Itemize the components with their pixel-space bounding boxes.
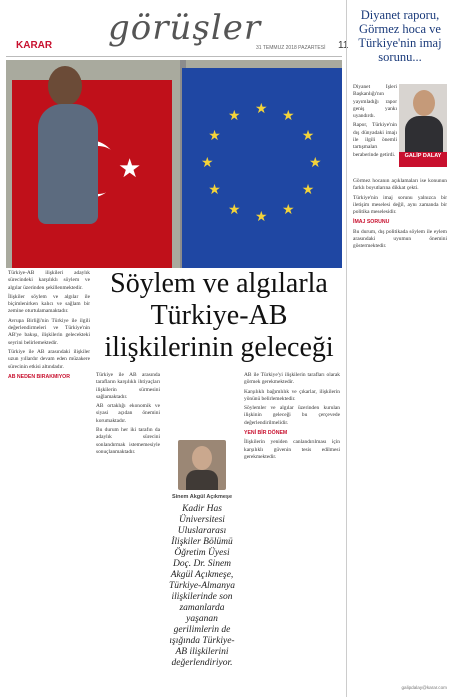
eu-flag xyxy=(182,68,342,268)
eu-star-icon: ★ xyxy=(301,183,315,198)
eu-star-icon: ★ xyxy=(282,109,295,125)
eu-star-icon: ★ xyxy=(201,156,214,171)
section-title: görüşler xyxy=(108,8,262,48)
author-photo xyxy=(178,440,226,490)
masthead xyxy=(6,6,349,57)
eu-star-icon: ★ xyxy=(255,102,268,117)
author-photo-head xyxy=(192,446,212,470)
columnist-email: galipdalay@karar.com xyxy=(401,685,447,690)
author-name: Sinem Akgül Açıkmeşe xyxy=(171,494,233,500)
dateline: 31 TEMMUZ 2018 PAZARTESİ xyxy=(256,45,326,51)
paragraph: Karşılıklı bağımlılık ve çıkarlar, ilişkilerin yönünü belirlemektedir. xyxy=(244,388,340,402)
star-icon: ★ xyxy=(118,154,142,183)
lead-photo xyxy=(6,60,342,268)
paragraph: Söylemler ve algılar üzerinden kurulan ilişkinin geleceği bu çerçevede değerlendirilmelidir. xyxy=(244,405,340,426)
subheading: AB NEDEN BIRAKMIYOR xyxy=(8,373,70,380)
paragraph: Türkiye'nin imaj sorunu yalnızca bir iletişim meselesi değil, aynı zamanda bir politika meselesidir. xyxy=(353,194,447,216)
paragraph: Bu durum her iki tarafın da adaylık sürecini sonlandırmak istememesiyle sonuçlanmaktadır. xyxy=(96,427,160,455)
paragraph: Türkiye-AB ilişkileri adaylık sürecindeki karşılıklı söylem ve algılar üzerinden şekillenmektedir. xyxy=(8,270,90,291)
eu-star-icon: ★ xyxy=(282,202,295,218)
paragraph: Rapor, Türkiye'nin dış dünyadaki imajı ile ilgili önemli tartışmaları beraberinde getirdi. xyxy=(353,122,397,158)
headline-line-1: Söylem ve algılarla xyxy=(110,268,328,299)
paragraph: Türkiye ile AB arasındaki ilişkiler uzun yıllardır devam eden müzakere sürecinin etkisi altındadır. xyxy=(8,348,90,370)
headline-line-3: ilişkilerinin geleceği xyxy=(104,332,334,363)
headline xyxy=(96,268,342,364)
subheading: İMAJ SORUNU xyxy=(353,219,390,226)
paragraph: İlişkilerin yeniden canlandırılması için karşılıklı güvenin tesis edilmesi gerekmektedir. xyxy=(244,439,340,460)
sidebar-intro xyxy=(353,84,397,174)
eu-star-icon: ★ xyxy=(228,202,241,218)
sidebar-title: Diyanet raporu, Görmez hoca ve Türkiye'nin imaj sorunu... xyxy=(358,8,442,64)
eu-star-icon: ★ xyxy=(208,129,221,144)
paragraph: AB ortaklığı ekonomik ve siyasi açıdan önemini korumaktadır. xyxy=(96,403,160,424)
paragraph: Bu durum, dış politikada söylem ile eylem arasındaki uyumun önemini göstermektedir. xyxy=(353,228,447,250)
brand-logo: KARAR xyxy=(16,40,53,51)
columnist-photo-head xyxy=(413,90,435,116)
paragraph: İlişkiler söylem ve algılar ile biçimlenirken kalıcı ve sağlam bir zemine oturtulamamaktadır. xyxy=(8,293,90,315)
paragraph: Görmez hocanın açıklamaları ise konunun farklı boyutlarına dikkat çekti. xyxy=(353,178,447,192)
author-photo-body xyxy=(186,470,218,490)
eu-star-icon: ★ xyxy=(208,183,221,198)
article-column-1 xyxy=(8,270,90,690)
subheading: YENİ BİR DÖNEM xyxy=(244,430,288,437)
page-number: 11 xyxy=(338,40,349,51)
person-figure xyxy=(34,60,98,268)
person-body xyxy=(38,104,98,224)
paragraph: Avrupa Birliği'nin Türkiye ile ilgili değerlendirmeleri ve Türkiye'nin AB'ye bakışı, ilişkilerin gelecekteki seyrini belirlemektedir. xyxy=(8,317,90,346)
columnist-name: GALİP DALAY xyxy=(399,152,447,167)
paragraph: Diyanet İşleri Başkanlığı'nın yayımladığı rapor geniş yankı uyandırdı. xyxy=(353,84,397,120)
pull-quote: Kadir Has Üniversitesi Uluslararası İlişkiler Bölümü Öğretim Üyesi Doç. Dr. Sinem Akgül Açıkmeşe, Türkiye-Almanya ilişkilerinde son zamanlarda yaşanan gerilimlerin de ışığında Türkiye-AB ilişkilerini değerlendiriyor. xyxy=(169,504,235,668)
eu-star-icon: ★ xyxy=(228,109,241,125)
sidebar-column xyxy=(346,0,450,697)
paragraph: AB ile Türkiye'yi ilişkilerin tarafları olarak görmek gerekmektedir. xyxy=(244,372,340,386)
paragraph: Türkiye ile AB arasında tarafların karşılıklı ihtiyaçları ilişkilerin sürmesini sağlamaktadır. xyxy=(96,372,160,400)
headline-line-2: Türkiye-AB xyxy=(150,300,288,331)
article-column-3 xyxy=(244,372,340,690)
article-column-2 xyxy=(96,372,160,690)
person-head xyxy=(48,66,82,106)
eu-star-icon: ★ xyxy=(255,210,268,225)
eu-star-icon: ★ xyxy=(301,129,315,144)
sidebar-body xyxy=(353,178,447,678)
eu-star-icon: ★ xyxy=(309,156,322,171)
